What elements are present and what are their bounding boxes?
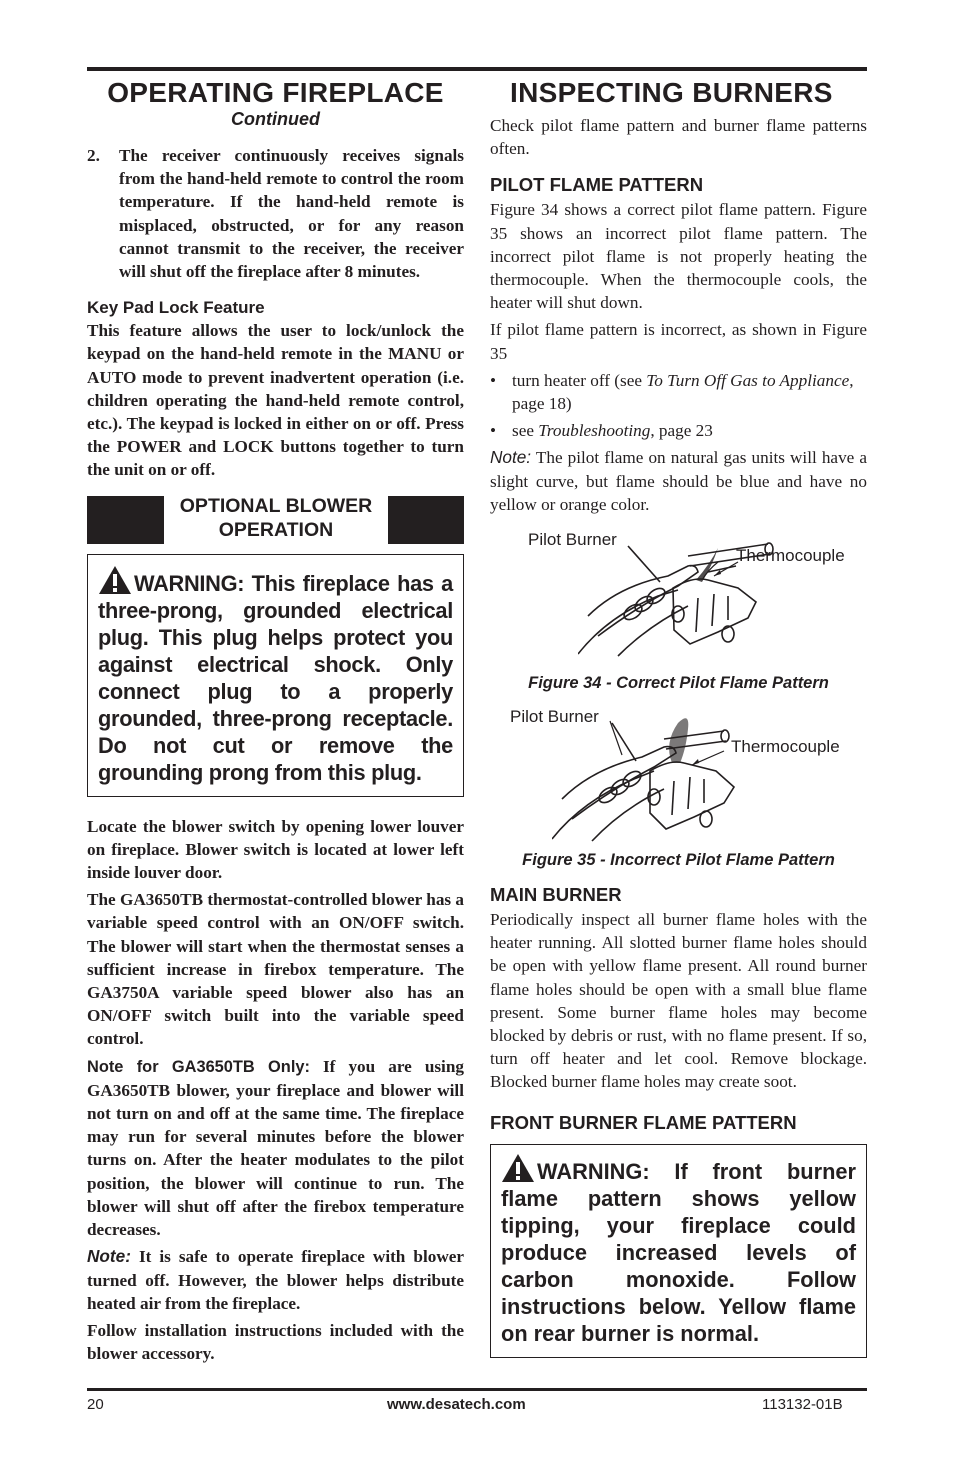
fig34-label-pilot-burner: Pilot Burner: [528, 530, 617, 550]
page-number: 20: [87, 1396, 104, 1413]
fig34-caption: Figure 34 - Correct Pilot Flame Pattern: [528, 674, 829, 693]
item-text: The receiver continuously receives signals from the hand-held remote to control the room temperature. If the hand-held remote is misplaced, obstructed, or for any reason cannot transmit to the receiver, the receiver will shut off the fireplace after 8 minutes.: [119, 146, 464, 282]
banner-line-2: OPERATION: [218, 518, 334, 541]
main-burner-text: Periodically inspect all burner flame holes with the heater running. All slotted burner flame holes should be open with yellow flame present. All round burner flame holes should be open with a small blue flame present. Some burner flame holes may become blocked by debris or rust, with no flame present. If so, turn off heater and let cool. Remove blockage. Blocked burner flame holes may create soot.: [490, 910, 867, 1092]
bullet1-ref: To Turn Off Gas to Appliance: [646, 370, 850, 390]
locate-blower-text: Locate the blower switch by opening lower louver on fireplace. Blower switch is located at lower left inside louver door.: [87, 816, 464, 883]
pilot-note-text: The pilot flame on natural gas units will have a slight curve, but flame should be blue and have no yellow or orange color.: [490, 448, 867, 514]
section-title-inspecting-burners: INSPECTING BURNERS: [510, 77, 833, 108]
bullet1-pre: turn heater off (see: [512, 370, 647, 390]
banner-block-left: [87, 496, 164, 544]
website-link[interactable]: www.desatech.com: [387, 1396, 526, 1413]
note-safe: [87, 1245, 464, 1315]
bullet-turn-off: • turn heater off (see To Turn Off Gas to Appliance, page 18): [490, 370, 854, 414]
warning-triangle-icon: [501, 1153, 535, 1183]
fig35-label-thermocouple: Thermocouple: [731, 737, 840, 757]
document-number: 113132-01B: [762, 1396, 843, 1413]
note-safe-text: It is safe to operate fireplace with blower turned off. However, the blower helps distribute heated air from the fireplace.: [87, 1247, 464, 1313]
bullet2-post: , page 23: [650, 421, 713, 441]
bullet2-pre: see: [512, 421, 539, 441]
top-rule: [87, 67, 867, 71]
fig35-caption: Figure 35 - Incorrect Pilot Flame Pattern: [522, 851, 835, 870]
bottom-rule: [87, 1388, 867, 1391]
fig35-label-pilot-burner: Pilot Burner: [510, 707, 599, 727]
fig34-label-thermocouple: Thermocouple: [736, 546, 845, 566]
inspect-intro: Check pilot flame pattern and burner flame patterns often.: [490, 116, 867, 159]
pilot-flame-heading: PILOT FLAME PATTERN: [490, 174, 704, 196]
warning-triangle-icon: [98, 565, 132, 595]
pilot-text-1: Figure 34 shows a correct pilot flame pattern. Figure 35 shows an incorrect pilot flame pattern. The incorrect pilot flame is not properly heating the thermocouple. When the thermocouple cools, the heater will shut down.: [490, 200, 867, 313]
left-column: [87, 76, 464, 1369]
bullet1-post: , page 18): [512, 370, 854, 414]
right-column: [490, 76, 867, 1358]
keypad-lock-heading: Key Pad Lock Feature: [87, 298, 265, 318]
banner-title: [164, 494, 388, 544]
pilot-text-2: If pilot flame pattern is incorrect, as shown in Figure 35: [490, 320, 867, 363]
banner-line-1: OPTIONAL BLOWER: [179, 494, 373, 517]
numbered-item-2: [87, 144, 464, 287]
bullet-troubleshooting: • see Troubleshooting, page 23: [490, 421, 713, 441]
note-ga3650-text: If you are using GA3650TB blower, your fireplace and blower will not turn on and off at the same time. The fireplace may run for several minutes before the blower turns on. After the heater modulates to the pilot position, the blower will continue to run. The blower will shut off after the firebox temperature decreases.: [87, 1056, 464, 1240]
figure-35: [490, 707, 867, 847]
figure-34: [490, 530, 867, 670]
warning-box-carbon-monoxide: [490, 1144, 867, 1358]
pilot-assembly-incorrect-illustration: [552, 709, 752, 843]
note-safe-label: Note:: [87, 1246, 131, 1267]
follow-instructions-text: Follow installation instructions included with the blower accessory.: [87, 1320, 464, 1364]
front-burner-heading: FRONT BURNER FLAME PATTERN: [490, 1111, 797, 1133]
warning2-text: WARNING: If front burner flame pattern shows yellow tipping, your fireplace could produce increased levels of carbon monoxide. Follow instructions below. Yellow flame on rear burner is normal.: [501, 1158, 856, 1346]
pilot-note: [490, 446, 867, 516]
note-ga3650: [87, 1055, 464, 1242]
pilot-assembly-correct-illustration: [578, 536, 778, 660]
bullet2-ref: Troubleshooting: [538, 421, 651, 441]
section-title-operating-fireplace: OPERATING FIREPLACE: [107, 77, 444, 108]
keypad-lock-text: This feature allows the user to lock/unlock the keypad on the hand-held remote in the MANU or AUTO mode to prevent inadvertent operation (i.e. children operating the hand-held remote control, etc.). The keypad is locked in either on or off. Press the POWER and LOCK buttons together to turn the unit on or off.: [87, 321, 464, 480]
warning-text: WARNING: This fireplace has a three-prong, grounded electrical plug. This plug helps protect you against electrical shock. Only connect plug to a properly grounded, three-prong receptacle. Do not cut or remove the grounding prong from this plug.: [98, 570, 453, 785]
optional-blower-banner: [87, 496, 464, 544]
note-ga3650-label: Note for GA3650TB Only:: [87, 1057, 310, 1076]
item-number: 2.: [87, 146, 100, 165]
pilot-note-label: Note:: [490, 447, 532, 468]
warning-box-electrical: [87, 554, 464, 797]
banner-block-right: [388, 496, 464, 544]
ga3650-text: The GA3650TB thermostat-controlled blower has a variable speed control with an ON/OFF switch. The blower will start when the thermostat senses a sufficient increase in firebox temperature. The GA3750A variable speed blower also has an ON/OFF switch built into the variable speed control.: [87, 890, 464, 1049]
main-burner-heading: MAIN BURNER: [490, 884, 622, 906]
continued-label: Continued: [231, 109, 320, 129]
